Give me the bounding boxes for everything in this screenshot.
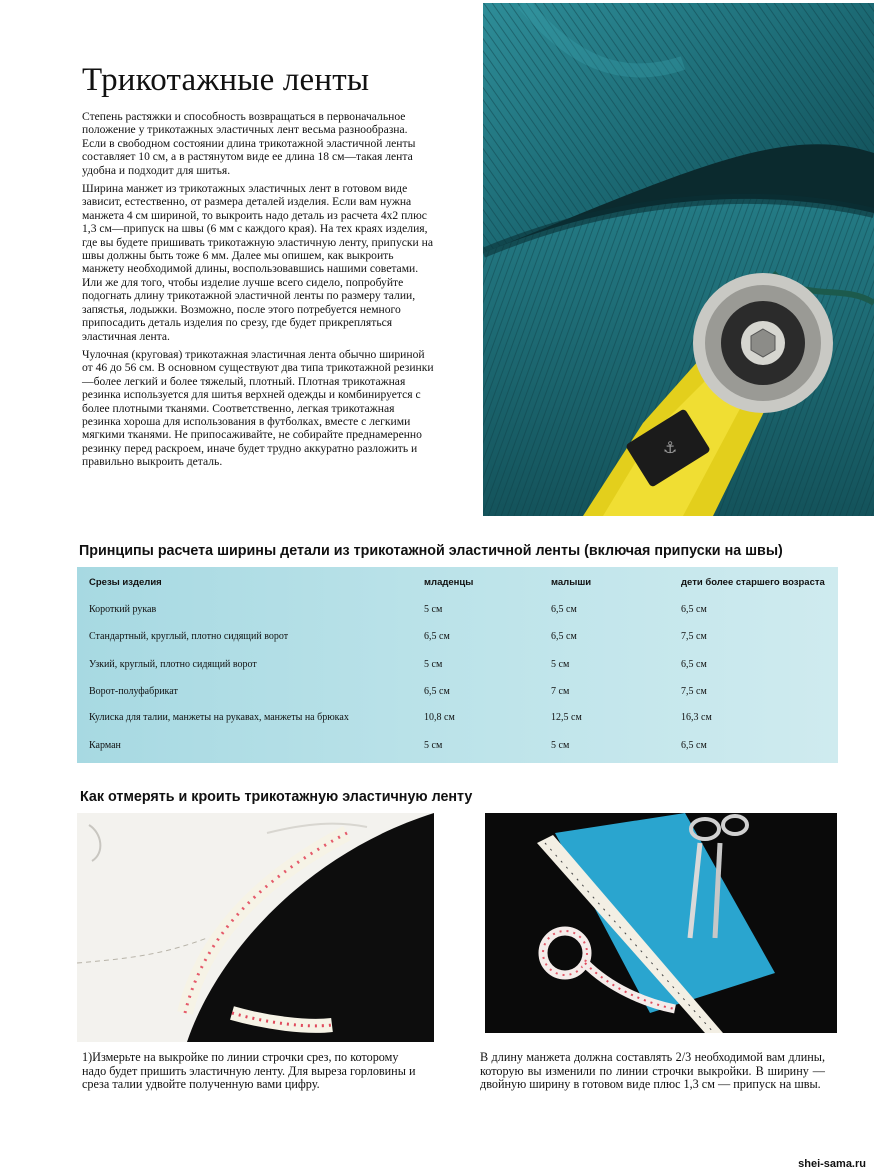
cell-older: 16,3 см — [681, 712, 712, 723]
cell-older: 6,5 см — [681, 740, 707, 751]
col-header-older-children: дети более старшего возраста — [681, 577, 825, 588]
row-label: Стандартный, круглый, плотно сидящий ворот — [89, 631, 289, 642]
col-header-toddlers: малыши — [551, 577, 592, 588]
caption-left: 1)Измерьте на выкройке по линии строчки срез, по которому надо будет пришить эластичную ленту. Для выреза горловины и среза талии удвойте полученную вами цифру. — [82, 1050, 416, 1092]
measuring-pattern-photo — [77, 813, 434, 1042]
howto-heading: Как отмерять и кроить трикотажную эластичную ленту — [80, 789, 473, 805]
table-header-row — [77, 577, 838, 593]
cell-toddlers: 12,5 см — [551, 712, 582, 723]
cell-infants: 10,8 см — [424, 712, 455, 723]
row-label: Карман — [89, 740, 121, 751]
col-header-cut: Срезы изделия — [89, 577, 162, 588]
cell-toddlers: 5 см — [551, 659, 570, 670]
page-title: Трикотажные ленты — [82, 62, 370, 98]
table-row — [77, 631, 838, 647]
cell-older: 7,5 см — [681, 686, 707, 697]
row-label: Кулиска для талии, манжеты на рукавах, манжеты на брюках — [89, 712, 349, 723]
site-watermark: shei-sama.ru — [798, 1158, 866, 1170]
cell-older: 6,5 см — [681, 659, 707, 670]
cell-toddlers: 5 см — [551, 740, 570, 751]
cutting-cuff-photo — [485, 813, 837, 1033]
table-row — [77, 659, 838, 675]
cell-older: 6,5 см — [681, 604, 707, 615]
cell-toddlers: 7 см — [551, 686, 570, 697]
col-header-infants: младенцы — [424, 577, 474, 588]
paragraph-2: Ширина манжет из трикотажных эластичных лент в готовом виде зависит, естественно, от размера деталей изделия. Если вам нужна манжета 4 см шириной, то выкроить надо деталь из расчета 4x2 плюс 1,3 см—припуск на швы (6 мм с каждого края). На тех краях изделия, где вы будете пришивать трикотажную эластичную ленту, припуски на швы должны быть тоже 6 мм. Далее мы опишем, как выкроить манжету необходимой длины, воспользовавшись нашими советами. Или же для того, чтобы изделие лучше всего сидело, попробуйте подогнать длину трикотажной эластичной ленты по размеру талии, запястья, лодыжки. Возможно, после этого потребуется немного припосадить деталь изделия по срезу, где будет прикрепляться эластичная лента. — [82, 182, 433, 343]
cell-infants: 6,5 см — [424, 686, 450, 697]
table-row — [77, 740, 838, 756]
table-heading: Принципы расчета ширины детали из трикотажной эластичной ленты (включая припуски на швы) — [79, 543, 783, 559]
cell-older: 7,5 см — [681, 631, 707, 642]
allowance-table — [77, 567, 838, 763]
anchor-icon: ⚓ — [663, 438, 678, 457]
row-label: Узкий, круглый, плотно сидящий ворот — [89, 659, 257, 670]
cell-infants: 5 см — [424, 740, 443, 751]
table-row — [77, 686, 838, 702]
paragraph-3: Чулочная (круговая) трикотажная эластичная лента обычно шириной от 46 до 56 см. В основном существуют два типа трикотажной резинки—более легкий и более тяжелый, плотный. Плотная трикотажная резинка используется для шитья верхней одежды и комбинируется с более плотными тканями. Соответственно, легкая трикотажная резинка хороша для использования в футболках, вместе с легкими мягкими тканями. Не припосаживайте, не собирайте преднамеренно резинку перед раскроем, иначе будет трудно аккуратно разложить и правильно выкроить деталь. — [82, 347, 434, 469]
row-label: Короткий рукав — [89, 604, 157, 615]
table-row — [77, 712, 838, 728]
row-label: Ворот-полуфабрикат — [89, 686, 178, 697]
paragraph-1: Степень растяжки и способность возвращаться в первоначальное положение у трикотажных эластичных лент весьма разнообразна. Если в свободном состоянии длина трикотажной эластичной ленты составляет 10 см, а в растянутом виде ее длина 18 см—такая лента удобна и подходит для шитья. — [82, 110, 416, 177]
cell-infants: 5 см — [424, 604, 443, 615]
rib-knit-cutter-photo — [483, 3, 874, 516]
cell-infants: 6,5 см — [424, 631, 450, 642]
table-row — [77, 604, 838, 620]
caption-right: В длину манжета должна составлять 2/3 необходимой вам длины, которую вы изменили по линии строчки выкройки. В ширину — двойную ширину в готовом виде плюс 1,3 см — припуск на швы. — [480, 1050, 825, 1092]
cell-toddlers: 6,5 см — [551, 604, 577, 615]
cell-infants: 5 см — [424, 659, 443, 670]
cell-toddlers: 6,5 см — [551, 631, 577, 642]
intro-text — [82, 110, 434, 474]
